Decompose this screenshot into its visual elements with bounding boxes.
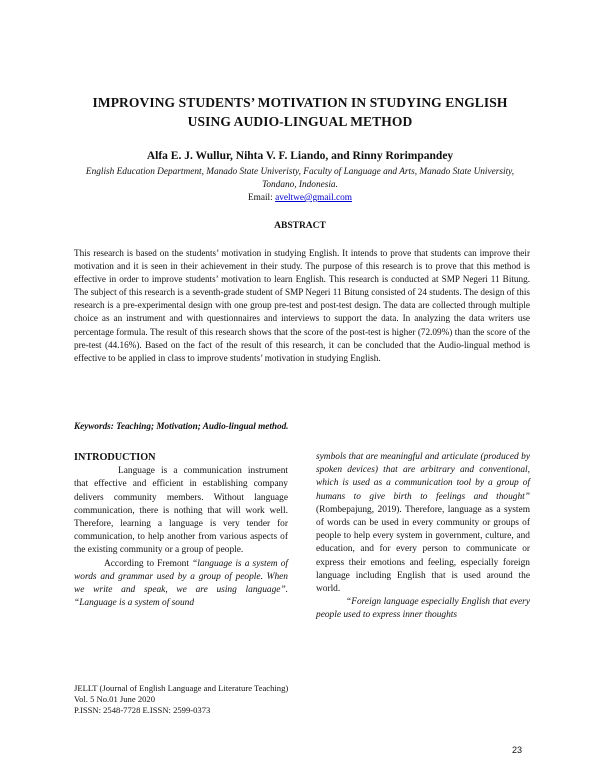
left-paragraph-2-quote: “language is a system of words and grammar used by a group of people. When we write and speak, we are using language”. “Language is a system of sound <box>74 558 288 609</box>
left-paragraph-2 <box>74 558 288 611</box>
title-line-1: IMPROVING STUDENTS’ MOTIVATION IN STUDYING ENGLISH <box>92 95 508 110</box>
paper-title <box>60 93 540 131</box>
footer-line-3: P.ISSN: 2548-7728 E.ISSN: 2599-0373 <box>74 705 211 716</box>
email-link[interactable]: aveltwe@gmail.com <box>275 193 353 203</box>
email-line <box>150 193 450 203</box>
right-paragraph-2: “Foreign language especially English that every people used to express inner thoughts <box>316 597 530 621</box>
right-column <box>316 451 530 623</box>
author-list: Alfa E. J. Wullur, Nihta V. F. Liando, and Rinny Rorimpandey <box>146 150 454 162</box>
left-column <box>74 451 288 610</box>
introduction-heading: INTRODUCTION <box>74 452 156 463</box>
email-label: Email: <box>247 193 273 203</box>
affiliation: English Education Department, Manado State Univeristy, Faculty of Language and Arts, Manado State University, Tondano, Indonesia. <box>85 167 515 190</box>
abstract-text: This research is based on the students’ motivation in studying English. It intends to prove that students can improve their motivation and it is seen in their achievement in their study. The purpose of this research is to prove that this method is effective in order to improve students’ motivation to learn English. This research is conducted at SMP Negeri 11 Bitung. The subject of this research is a seventh-grade student of SMP Negeri 11 Bitung consisted of 24 students. The design of this research is a pre-experimental design with one group pre-test and post-test design. The data are collected through multiple choice as an instrument and with questionnaires and interviews to support the data. In analyzing the data writers use percentage formula. The result of this research shows that the score of the post-test is higher (72.09%) than the score of the pre-test (44.16%). Based on the fact of the result of this research, it can be concluded that the Audio-lingual method is effective to be applied in class to improve students’ motivation in studying English. <box>74 248 530 363</box>
right-paragraph-1-quote: symbols that are meaningful and articulate (produced by spoken devices) that are arbitrary and conventional, which is used as a communication tool by a group of humans to give birth to feelings and thought” <box>316 452 530 502</box>
keywords: Keywords: Teaching; Motivation; Audio-lingual method. <box>74 421 289 431</box>
right-paragraph-1 <box>316 451 530 596</box>
journal-footer <box>74 683 288 717</box>
page-number: 23 <box>512 745 523 755</box>
left-paragraph-1: Language is a communication instrument that effective and efficient in establishing company delivers community members. Without language communication, there is nothing that will work well. Therefore, learning a language is very tender for communication, to help another from various aspects of the existing community or a group of people. <box>74 466 288 556</box>
abstract-heading: ABSTRACT <box>274 221 326 231</box>
footer-line-1: JELLT (Journal of English Language and Literature Teaching) <box>74 683 289 693</box>
left-paragraph-2-lead: According to Fremont <box>104 558 193 569</box>
title-line-2: USING AUDIO-LINGUAL METHOD <box>187 114 413 129</box>
footer-line-2: Vol. 5 No.01 June 2020 <box>74 694 156 705</box>
right-paragraph-1-rest: (Rombepajung, 2019). Therefore, language as a system of words can be used in every community or groups of people to help every system in government, culture, and education, and for every person to communicate or express their emotions and feeling, especially foreign language including English that is used around the world. <box>316 504 530 595</box>
